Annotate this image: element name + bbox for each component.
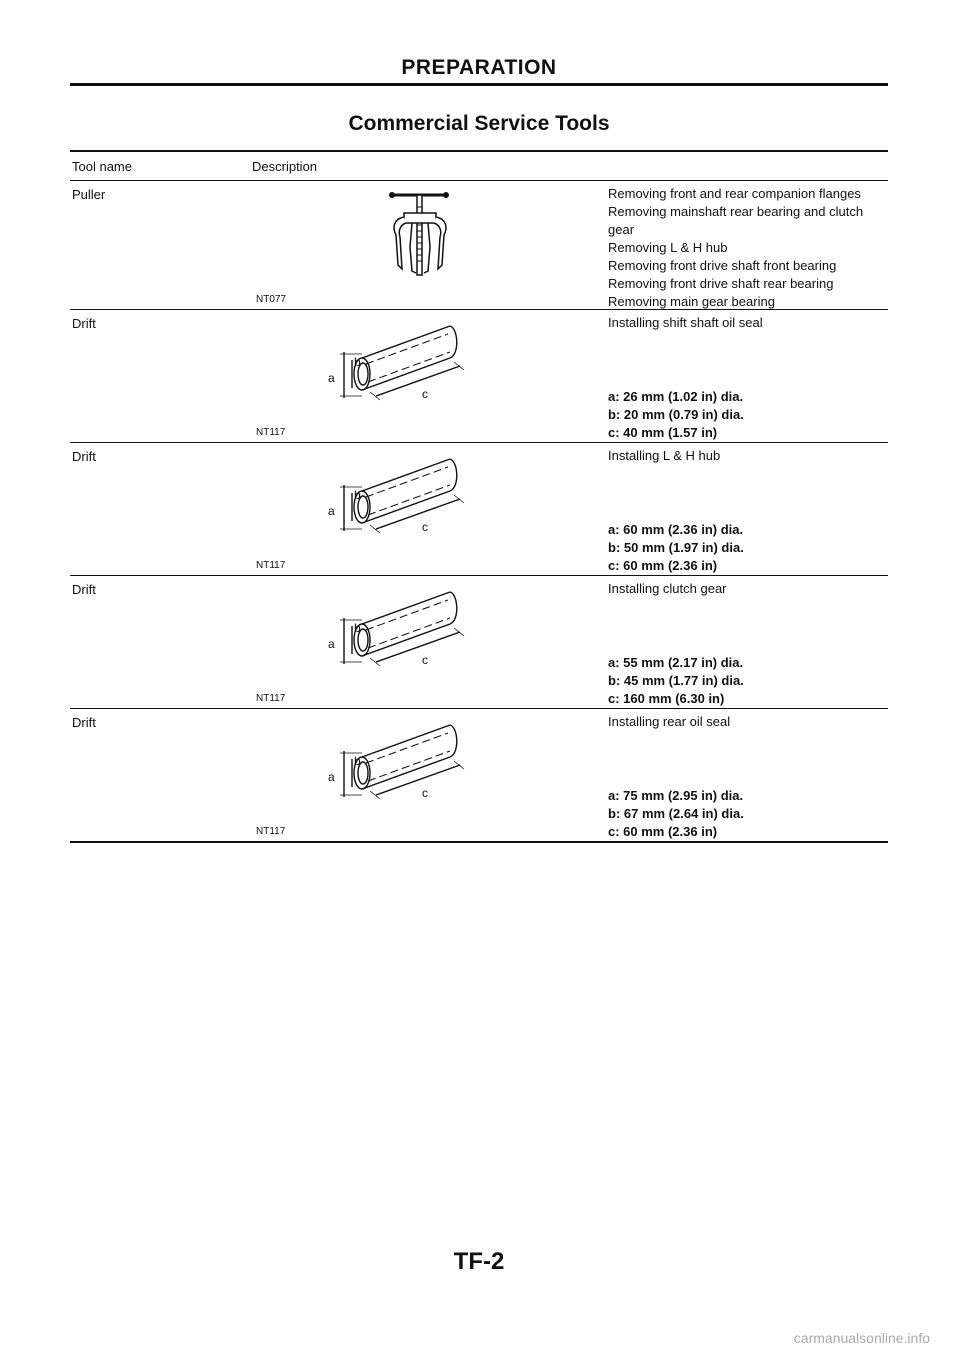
tube-hidden-line <box>368 618 450 648</box>
dimension-a: a: 55 mm (2.17 in) dia. <box>608 655 744 670</box>
figure-code: NT117 <box>256 427 286 438</box>
label-c: c <box>422 387 428 401</box>
dimension-a: a: 75 mm (2.95 in) dia. <box>608 788 744 803</box>
dimension-a: a: 60 mm (2.36 in) dia. <box>608 522 744 537</box>
table-row <box>70 576 888 709</box>
tool-table <box>70 150 888 843</box>
tool-description <box>604 310 888 442</box>
tube-hidden-line <box>366 467 448 497</box>
label-b: b <box>354 355 361 369</box>
tool-description <box>604 443 888 575</box>
tube-back-end <box>450 725 457 757</box>
tool-name: Drift <box>72 715 96 730</box>
figure-code: NT117 <box>256 560 286 571</box>
drift-illustration <box>322 320 482 412</box>
dimensions <box>608 521 744 575</box>
description-line: Installing clutch gear <box>608 581 727 596</box>
puller-illustration <box>382 187 472 287</box>
tool-figure <box>252 310 604 442</box>
tool-description <box>604 709 888 841</box>
col-header-tool-name: Tool name <box>72 158 132 174</box>
tube-back-end <box>450 459 457 491</box>
tube-top-edge <box>362 592 450 624</box>
tube-hidden-line <box>368 352 450 382</box>
description-line: Removing front and rear companion flanges <box>608 186 861 201</box>
tube-top-edge <box>362 326 450 358</box>
dimension-c: c: 160 mm (6.30 in) <box>608 691 725 706</box>
label-c: c <box>422 786 428 800</box>
dimension-c: c: 60 mm (2.36 in) <box>608 824 718 839</box>
watermark: carmanualsonline.info <box>793 1330 930 1346</box>
tube-hidden-line <box>366 600 448 630</box>
figure-code: NT117 <box>256 826 286 837</box>
table-row <box>70 709 888 841</box>
tool-name: Drift <box>72 582 96 597</box>
table-row <box>70 181 888 310</box>
tube-hidden-line <box>368 751 450 781</box>
tool-name: Puller <box>72 187 106 202</box>
dimensions <box>608 654 744 708</box>
description-line: Removing L & H hub <box>608 240 728 255</box>
description-line: gear <box>608 222 635 237</box>
section-title: Commercial Service Tools <box>348 112 610 135</box>
tube-top-edge <box>362 725 450 757</box>
tool-description <box>604 181 888 309</box>
table-row <box>70 443 888 576</box>
drift-illustration <box>322 719 482 811</box>
label-c: c <box>422 520 428 534</box>
dimensions <box>608 787 744 841</box>
dimension-a: a: 26 mm (1.02 in) dia. <box>608 389 744 404</box>
tube-back-end <box>450 326 457 358</box>
figure-code: NT117 <box>256 693 286 704</box>
dimension-c: c: 40 mm (1.57 in) <box>608 425 718 440</box>
description-line: Removing front drive shaft rear bearing <box>608 276 834 291</box>
dimension-b: b: 50 mm (1.97 in) dia. <box>608 540 744 555</box>
tool-name: Drift <box>72 449 96 464</box>
header-rule <box>70 83 888 86</box>
drift-illustration <box>322 586 482 678</box>
label-a: a <box>328 770 335 784</box>
dimension-b: b: 20 mm (0.79 in) dia. <box>608 407 744 422</box>
label-a: a <box>328 504 335 518</box>
description-line: Installing shift shaft oil seal <box>608 315 763 330</box>
page-number: TF-2 <box>453 1248 505 1275</box>
tube-top-edge <box>362 459 450 491</box>
description-line: Installing L & H hub <box>608 448 721 463</box>
description-line: Installing rear oil seal <box>608 714 731 729</box>
dimension-b: b: 45 mm (1.77 in) dia. <box>608 673 744 688</box>
description-line: Removing mainshaft rear bearing and clutch <box>608 204 864 219</box>
dimension-c: c: 60 mm (2.36 in) <box>608 558 718 573</box>
label-b: b <box>354 621 361 635</box>
table-header <box>70 152 888 181</box>
label-b: b <box>354 754 361 768</box>
tool-figure <box>252 443 604 575</box>
label-a: a <box>328 637 335 651</box>
tube-hidden-line <box>366 334 448 364</box>
table-row <box>70 310 888 443</box>
tube-back-end <box>450 592 457 624</box>
col-header-description: Description <box>252 158 318 174</box>
tool-description <box>604 576 888 708</box>
label-a: a <box>328 371 335 385</box>
drift-illustration <box>322 453 482 545</box>
page-header <box>70 56 888 80</box>
figure-code: NT077 <box>256 294 287 305</box>
tube-hidden-line <box>368 485 450 515</box>
tool-figure <box>252 181 604 309</box>
label-c: c <box>422 653 428 667</box>
description-line: Removing main gear bearing <box>608 294 775 309</box>
dimension-b: b: 67 mm (2.64 in) dia. <box>608 806 744 821</box>
tool-figure <box>252 709 604 841</box>
dimensions <box>608 388 744 442</box>
tube-hidden-line <box>366 733 448 763</box>
label-b: b <box>354 488 361 502</box>
description-line: Removing front drive shaft front bearing <box>608 258 837 273</box>
header-title: PREPARATION <box>401 56 557 79</box>
tool-figure <box>252 576 604 708</box>
tool-name: Drift <box>72 316 96 331</box>
